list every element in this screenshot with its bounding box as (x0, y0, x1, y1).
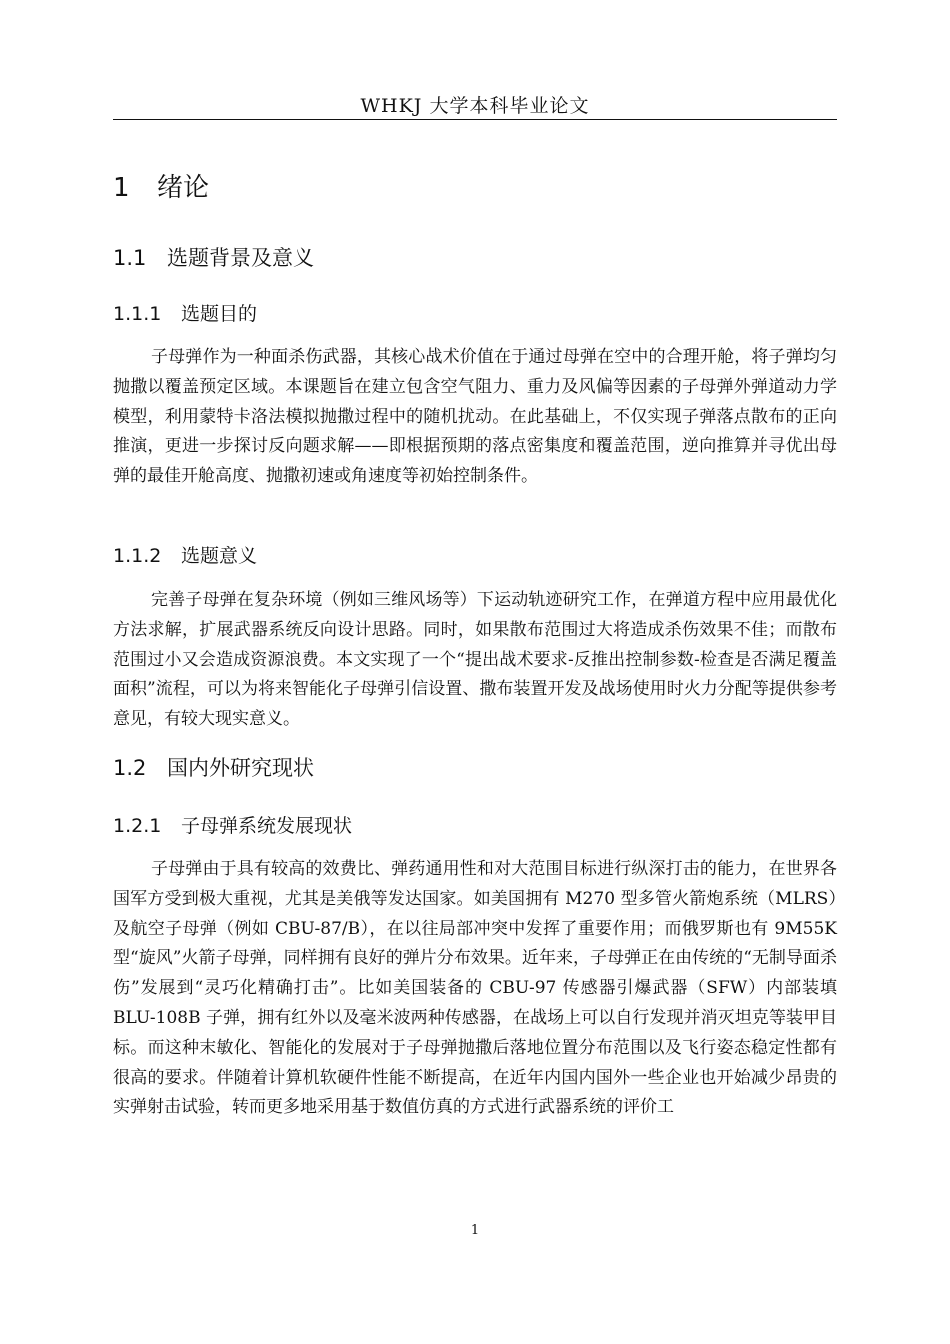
subsection-number: 1.1.1 (113, 303, 162, 325)
section-title: 国内外研究现状 (167, 756, 314, 780)
subsection-number: 1.1.2 (113, 545, 162, 567)
section-number: 1.1 (113, 246, 147, 270)
section-title: 选题背景及意义 (167, 246, 314, 270)
section-number: 1.2 (113, 756, 147, 780)
subsection-title: 子母弹系统发展现状 (181, 815, 353, 837)
section-heading-1-1 (113, 243, 314, 273)
header-rule (113, 119, 837, 120)
page-number: 1 (470, 1223, 480, 1238)
subsection-number: 1.2.1 (113, 815, 162, 837)
subsection-heading-1-1-2 (113, 542, 257, 570)
paragraph-status: 子母弹由于具有较高的效费比、弹药通用性和对大范围目标进行纵深打击的能力，在世界各国军方受到极大重视，尤其是美俄等发达国家。如美国拥有 M270 型多管火箭炮系统（MLRS）及航空子母弹（例如 CBU-87/B），在以往局部冲突中发挥了重要作用；而俄罗斯也有 9M55K 型“旋风”火箭子母弹，同样拥有良好的弹片分布效果。近年来，子母弹正在由传统的“无制导面杀伤”发展到“灵巧化精确打击”。比如美国装备的 CBU-97 传感器引爆武器（SFW）内部装填 BLU-108B 子弹，拥有红外以及毫米波两种传感器，在战场上可以自行发现并消灭坦克等装甲目标。而这种末敏化、智能化的发展对于子母弹抛撒后落地位置分布范围以及飞行姿态稳定性都有很高的要求。伴随着计算机软硬件性能不断提高，在近年内国内国外一些企业也开始减少昂贵的实弹射击试验，转而更多地采用基于数值仿真的方式进行武器系统的评价工 (113, 859, 837, 1118)
running-header: WHKJ 大学本科毕业论文 (360, 95, 590, 117)
section-heading-1-2 (113, 753, 314, 783)
paragraph-significance: 完善子母弹在复杂环境（例如三维风场等）下运动轨迹研究工作，在弹道方程中应用最优化方法求解，扩展武器系统反向设计思路。同时，如果散布范围过大将造成杀伤效果不佳；而散布范围过小又会造成资源浪费。本文实现了一个“提出战术要求-反推出控制参数-检查是否满足覆盖面积”流程，可以为将来智能化子母弹引信设置、撒布装置开发及战场使用时火力分配等提供参考意见，有较大现实意义。 (113, 590, 837, 730)
paragraph-purpose: 子母弹作为一种面杀伤武器，其核心战术价值在于通过母弹在空中的合理开舱，将子弹均匀抛撒以覆盖预定区域。本课题旨在建立包含空气阻力、重力及风偏等因素的子母弹外弹道动力学模型，利用蒙特卡洛法模拟抛撒过程中的随机扰动。在此基础上，不仅实现子弹落点散布的正向推演，更进一步探讨反向题求解——即根据预期的落点密集度和覆盖范围，逆向推算并寻优出母弹的最佳开舱高度、抛撒初速或角速度等初始控制条件。 (113, 347, 837, 487)
chapter-number: 1 (113, 173, 130, 203)
chapter-heading (113, 170, 209, 206)
chapter-title: 绪论 (157, 173, 210, 203)
subsection-heading-1-2-1 (113, 812, 352, 840)
subsection-title: 选题意义 (181, 545, 258, 567)
subsection-heading-1-1-1 (113, 300, 257, 328)
subsection-title: 选题目的 (181, 303, 258, 325)
